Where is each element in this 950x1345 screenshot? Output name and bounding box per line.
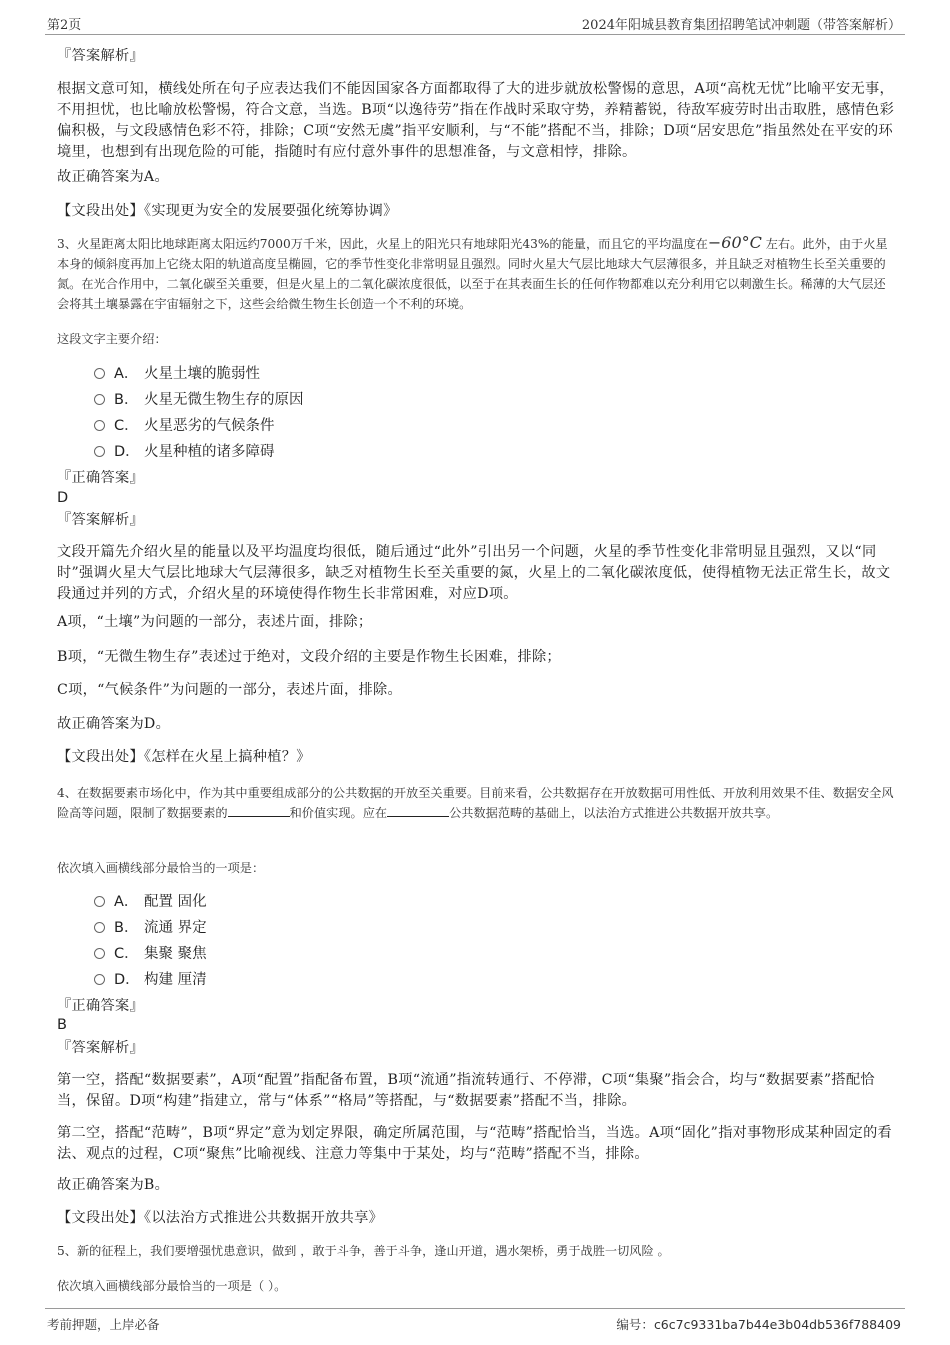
- radio-icon[interactable]: [94, 368, 105, 379]
- q4-conclusion: 故正确答案为B。: [57, 1177, 170, 1193]
- q4-option-a[interactable]: A． 配置 固化: [94, 891, 207, 913]
- page-number: 第2页: [47, 18, 82, 33]
- blank-line: [387, 804, 449, 817]
- radio-icon[interactable]: [94, 974, 105, 985]
- q4-stem: 4、在数据要素市场化中，作为其中重要组成部分的公共数据的开放至关重要。目前来看，公共数据存在开放数据可用性低、开放利用效果不佳、数据安全风险高等问题，限制了数据要素的 和价值实现。应在 公共数据范畴的基础上，以法治方式推进公共数据开放共享。: [57, 786, 894, 820]
- q3-note-a: A项，“土壤”为问题的一部分，表述片面，排除；: [57, 614, 373, 630]
- q3-option-b[interactable]: B． 火星无微生物生存的原因: [94, 389, 304, 411]
- page-footer: [45, 1308, 905, 1335]
- q3-analysis-label: 『答案解析』: [57, 512, 144, 528]
- q4-question: 依次填入画横线部分最恰当的一项是：: [57, 861, 265, 875]
- radio-icon[interactable]: [94, 446, 105, 457]
- radio-icon[interactable]: [94, 896, 105, 907]
- q5-stem: 5、新的征程上，我们要增强忧患意识，做到 ，敢于斗争，善于斗争，逢山开道，遇水架桥，勇于战胜一切风险 。: [57, 1244, 670, 1258]
- q3-stem-part1: 3、火星距离太阳比地球距离太阳远约7000万千米，因此，火星上的阳光只有地球阳光43%的能量，而且它的平均温度在: [57, 237, 708, 251]
- q3-option-c[interactable]: C． 火星恶劣的气候条件: [94, 415, 275, 437]
- q3-option-d[interactable]: D． 火星种植的诸多障碍: [94, 441, 275, 463]
- footer-slogan: 考前押题，上岸必备: [47, 1317, 160, 1332]
- q2-analysis-text: 根据文意可知，横线处所在句子应表达我们不能因国家各方面都取得了大的进步就放松警惕的意思，A项“高枕无忧”比喻平安无事，不用担忧，也比喻放松警惕，符合文意，当选。B项“以逸待劳”指在作战时采取守势，养精蓄锐，待敌军疲劳时出击取胜，感情色彩偏积极，与文段感情色彩不符，排除；C项“安然无虞”指平安顺利，与“不能”搭配不当，排除；D项“居安思危”指虽然处在平安的环境里，也想到有出现危险的可能，指随时有应付意外事件的思想准备，与文意相悖，排除。: [57, 81, 895, 160]
- q2-source: 【文段出处】《实现更为安全的发展要强化统筹协调》: [57, 203, 398, 219]
- q3-note-b: B项，“无微生物生存”表述过于绝对，文段介绍的主要是作物生长困难，排除；: [57, 649, 561, 665]
- q3-stem-part2: 左右。此外，由于火星本身的倾斜度再加上它绕太阳的轨道高度呈椭圆，它的季节性变化非常明显且强烈。同时火星大气层比地球大气层薄很多，并且缺乏对植物生长至关重要的氮。在光合作用中，二氧化碳至关重要，但是火星上的二氧化碳浓度很低，以至于在其表面生长的任何作物都难以充分利用它以刺激生长。稀薄的大气层还会将其土壤暴露在宇宙辐射之下，这些会给微生物生长创造一个不利的环境。: [57, 237, 888, 311]
- radio-icon[interactable]: [94, 420, 105, 431]
- q4-source: 【文段出处】《以法治方式推进公共数据开放共享》: [57, 1210, 384, 1226]
- q4-option-d[interactable]: D． 构建 厘清: [94, 969, 207, 991]
- radio-icon[interactable]: [94, 394, 105, 405]
- q3-answer-label: 『正确答案』: [57, 470, 144, 486]
- q4-answer-label: 『正确答案』: [57, 998, 144, 1014]
- q3-question: 这段文字主要介绍：: [57, 332, 167, 346]
- q4-analysis-1: 第一空，搭配“数据要素”，A项“配置”指配备布置，B项“流通”指流转通行、不停滞，C项“集聚”指会合，均与“数据要素”搭配恰当，保留。D项“构建”指建立，常与“体系”“格局”等搭配，与“数据要素”搭配不当，排除。: [57, 1072, 875, 1109]
- q3-note-c: C项，“气候条件”为问题的一部分，表述片面，排除。: [57, 682, 402, 698]
- q4-option-b[interactable]: B． 流通 界定: [94, 917, 207, 939]
- q4-analysis-label: 『答案解析』: [57, 1040, 144, 1056]
- q3-option-a[interactable]: A． 火星土壤的脆弱性: [94, 363, 260, 385]
- q4-analysis-2: 第二空，搭配“范畴”，B项“界定”意为划定界限，确定所属范围，与“范畴”搭配恰当，当选。A项“固化”指对事物形成某种固定的看法、观点的过程，C项“聚焦”比喻视线、注意力等集中于某处，均与“范畴”搭配不当，排除。: [57, 1125, 893, 1162]
- footer-code: 编号：c6c7c9331ba7b44e3b04db536f788409: [616, 1317, 901, 1332]
- q2-analysis-label: 『答案解析』: [57, 48, 144, 64]
- page-header: [45, 12, 905, 35]
- q3-stem: [57, 233, 895, 314]
- q2-conclusion: 故正确答案为A。: [57, 169, 169, 185]
- q3-temperature: −60°C: [707, 233, 762, 252]
- q5-question: 依次填入画横线部分最恰当的一项是（ ）。: [57, 1279, 287, 1293]
- q4-option-c[interactable]: C． 集聚 聚焦: [94, 943, 207, 965]
- q3-analysis-text: 文段开篇先介绍火星的能量以及平均温度均很低，随后通过“此外”引出另一个问题，火星的季节性变化非常明显且强烈，又以“同时”强调火星大气层比地球大气层薄很多，缺乏对植物生长至关重要的氮，火星上的二氧化碳浓度低，使得植物无法正常生长，故文段通过并列的方式，介绍火星的环境使得作物生长非常困难，对应D项。: [57, 544, 891, 602]
- blank-line: [228, 804, 290, 817]
- q3-conclusion: 故正确答案为D。: [57, 716, 171, 732]
- document-title: 2024年阳城县教育集团招聘笔试冲刺题（带答案解析）: [581, 18, 901, 33]
- q4-answer: B: [57, 1017, 67, 1033]
- radio-icon[interactable]: [94, 922, 105, 933]
- q3-source: 【文段出处】《怎样在火星上搞种植？》: [57, 749, 311, 765]
- radio-icon[interactable]: [94, 948, 105, 959]
- q3-answer: D: [57, 490, 69, 506]
